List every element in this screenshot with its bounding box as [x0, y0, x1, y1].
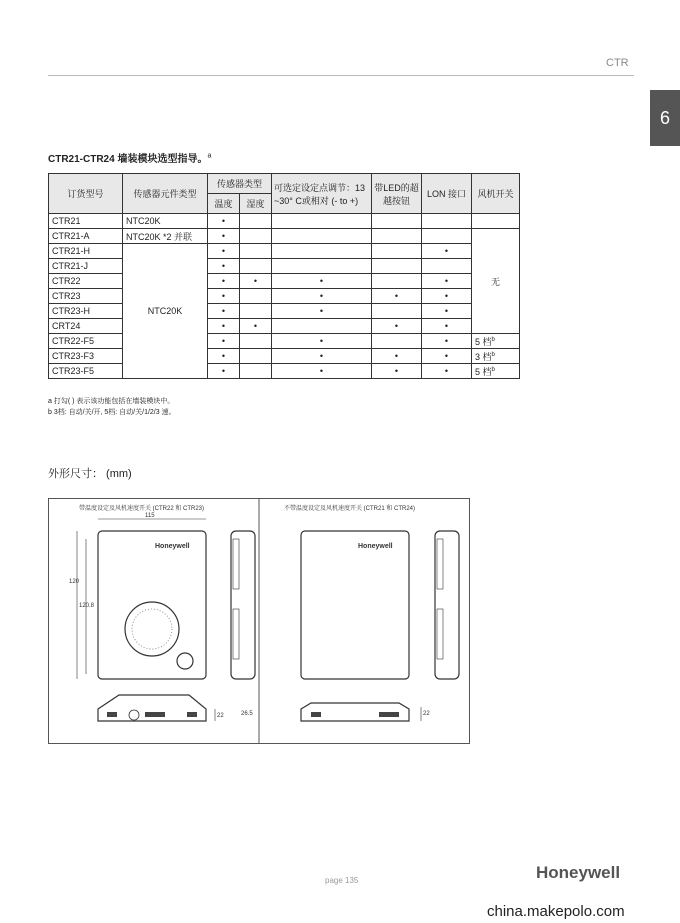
table-row	[49, 229, 520, 244]
device-bottom-left	[98, 695, 206, 721]
table-row	[49, 244, 520, 259]
cell-fan-merged: 无	[472, 229, 520, 334]
cell-led	[372, 229, 422, 244]
device-front-right	[301, 531, 409, 679]
table-row	[49, 349, 520, 364]
cell-setpoint: •	[272, 364, 372, 379]
cell-lon: •	[422, 349, 472, 364]
header-rule	[48, 75, 634, 76]
dim-depth-2: 26.5	[241, 711, 253, 717]
cell-humidity	[240, 214, 272, 229]
cell-lon: •	[422, 319, 472, 334]
dim-depth-3: 22	[423, 711, 430, 717]
dimensions-title: 外形尺寸： (mm)	[48, 468, 132, 480]
cell-humidity	[240, 259, 272, 274]
dim-inner: 120.8	[79, 603, 95, 609]
cell-setpoint	[272, 214, 372, 229]
cell-sensor: NTC20K	[123, 214, 208, 229]
cell-setpoint	[272, 319, 372, 334]
note-b: b 3档: 自动/关/开, 5档: 自动/关/1/2/3 速。	[48, 409, 176, 416]
cell-setpoint: •	[272, 334, 372, 349]
cell-led	[372, 214, 422, 229]
table-row	[49, 334, 520, 349]
cell-led	[372, 244, 422, 259]
cell-led	[372, 274, 422, 289]
cell-sensor: NTC20K *2 并联	[123, 229, 208, 244]
cell-model: CTR22-F5	[49, 334, 123, 349]
dim-height: 120	[69, 579, 80, 585]
cell-temp: •	[208, 289, 240, 304]
fan-switch-knob	[177, 653, 193, 669]
cell-setpoint: •	[272, 349, 372, 364]
cell-model: CTR23-F3	[49, 349, 123, 364]
cell-fan: 5 档$^b$	[472, 334, 520, 349]
cell-temp: •	[208, 304, 240, 319]
cell-lon: •	[422, 244, 472, 259]
table-row	[49, 214, 520, 229]
dim-depth-1: 22	[217, 713, 224, 719]
cell-sensor-merged: NTC20K	[123, 244, 208, 379]
cell-led	[372, 334, 422, 349]
note-a: a 打勾( ) 表示该功能包括在墙装模块中。	[48, 398, 175, 405]
setpoint-dial	[125, 602, 179, 656]
cell-lon	[422, 259, 472, 274]
site-watermark: china.makepolo.com	[487, 903, 625, 920]
cell-setpoint	[272, 244, 372, 259]
cell-humidity: •	[240, 319, 272, 334]
fan-footnote-mark: b	[491, 336, 495, 343]
footer-brand-logo: Honeywell	[536, 863, 621, 882]
cell-setpoint: •	[272, 289, 372, 304]
cell-model: CTR21	[49, 214, 123, 229]
cell-lon: •	[422, 304, 472, 319]
cell-humidity: •	[240, 274, 272, 289]
table-row	[49, 259, 520, 274]
device-logo-right: Honeywell	[358, 543, 393, 550]
table-row	[49, 319, 520, 334]
cell-humidity	[240, 229, 272, 244]
table-row	[49, 289, 520, 304]
cell-lon: •	[422, 289, 472, 304]
cell-humidity	[240, 244, 272, 259]
cell-model: CRT24	[49, 319, 123, 334]
cell-model: CTR23-F5	[49, 364, 123, 379]
col-humidity: 湿度	[240, 194, 272, 214]
fan-footnote-mark: b	[491, 351, 495, 358]
cell-setpoint: •	[272, 304, 372, 319]
cell-setpoint: •	[272, 274, 372, 289]
cell-temp: •	[208, 334, 240, 349]
cell-fan	[472, 214, 520, 229]
cell-temp: •	[208, 259, 240, 274]
cell-humidity	[240, 364, 272, 379]
cell-model: CTR21-J	[49, 259, 123, 274]
col-temp: 温度	[208, 194, 240, 214]
table-notes	[48, 396, 176, 418]
cell-lon: •	[422, 274, 472, 289]
col-model: 订货型号	[49, 174, 123, 214]
device-side-left	[231, 531, 255, 679]
col-fan: 风机开关	[472, 174, 520, 214]
cell-temp: •	[208, 349, 240, 364]
cell-temp: •	[208, 274, 240, 289]
page-number: page 135	[325, 876, 359, 885]
cell-lon: •	[422, 364, 472, 379]
cell-model: CTR23-H	[49, 304, 123, 319]
col-sensor-type: 传感器类型	[208, 174, 272, 194]
chapter-tab: 6	[650, 90, 680, 146]
device-side-right	[435, 531, 459, 679]
cell-setpoint	[272, 259, 372, 274]
right-caption: 不带温度设定及风机速度开关 (CTR21 和 CTR24)	[284, 506, 416, 512]
cell-led: •	[372, 364, 422, 379]
dimension-drawing	[48, 498, 470, 744]
cell-lon	[422, 214, 472, 229]
cell-temp: •	[208, 364, 240, 379]
cell-humidity	[240, 334, 272, 349]
cell-temp: •	[208, 319, 240, 334]
cell-humidity	[240, 349, 272, 364]
table-row	[49, 304, 520, 319]
cell-model: CTR21-H	[49, 244, 123, 259]
cell-temp: •	[208, 214, 240, 229]
cell-model: CTR22	[49, 274, 123, 289]
cell-temp: •	[208, 244, 240, 259]
cell-led: •	[372, 349, 422, 364]
table-title: CTR21-CTR24 墙装模块选型指导。$^a$	[48, 152, 212, 165]
cell-led	[372, 259, 422, 274]
dim-width: 115	[145, 513, 155, 519]
cell-humidity	[240, 289, 272, 304]
col-lon: LON 接口	[422, 174, 472, 214]
device-logo-left: Honeywell	[155, 543, 190, 550]
drawing-svg	[49, 499, 469, 743]
col-setpoint: 可选定设定点调节：13 ~30° C或相对 (- to +)	[272, 174, 372, 214]
cell-humidity	[240, 304, 272, 319]
cell-led	[372, 304, 422, 319]
cell-led: •	[372, 289, 422, 304]
selection-table	[48, 173, 520, 379]
cell-fan: 3 档$^b$	[472, 349, 520, 364]
fan-footnote-mark: b	[491, 366, 495, 373]
left-caption: 带温度设定及风机速度开关 (CTR22 和 CTR23)	[79, 506, 205, 512]
cell-model: CTR21-A	[49, 229, 123, 244]
cell-temp: •	[208, 229, 240, 244]
cell-led: •	[372, 319, 422, 334]
cell-lon: •	[422, 334, 472, 349]
section-label: CTR	[606, 57, 629, 69]
cell-setpoint	[272, 229, 372, 244]
table-row	[49, 274, 520, 289]
cell-lon	[422, 229, 472, 244]
cell-fan: 5 档$^b$	[472, 364, 520, 379]
table-row	[49, 364, 520, 379]
cell-model: CTR23	[49, 289, 123, 304]
col-led-button: 带LED的超越按钮	[372, 174, 422, 214]
col-sensor-element: 传感器元件类型	[123, 174, 208, 214]
